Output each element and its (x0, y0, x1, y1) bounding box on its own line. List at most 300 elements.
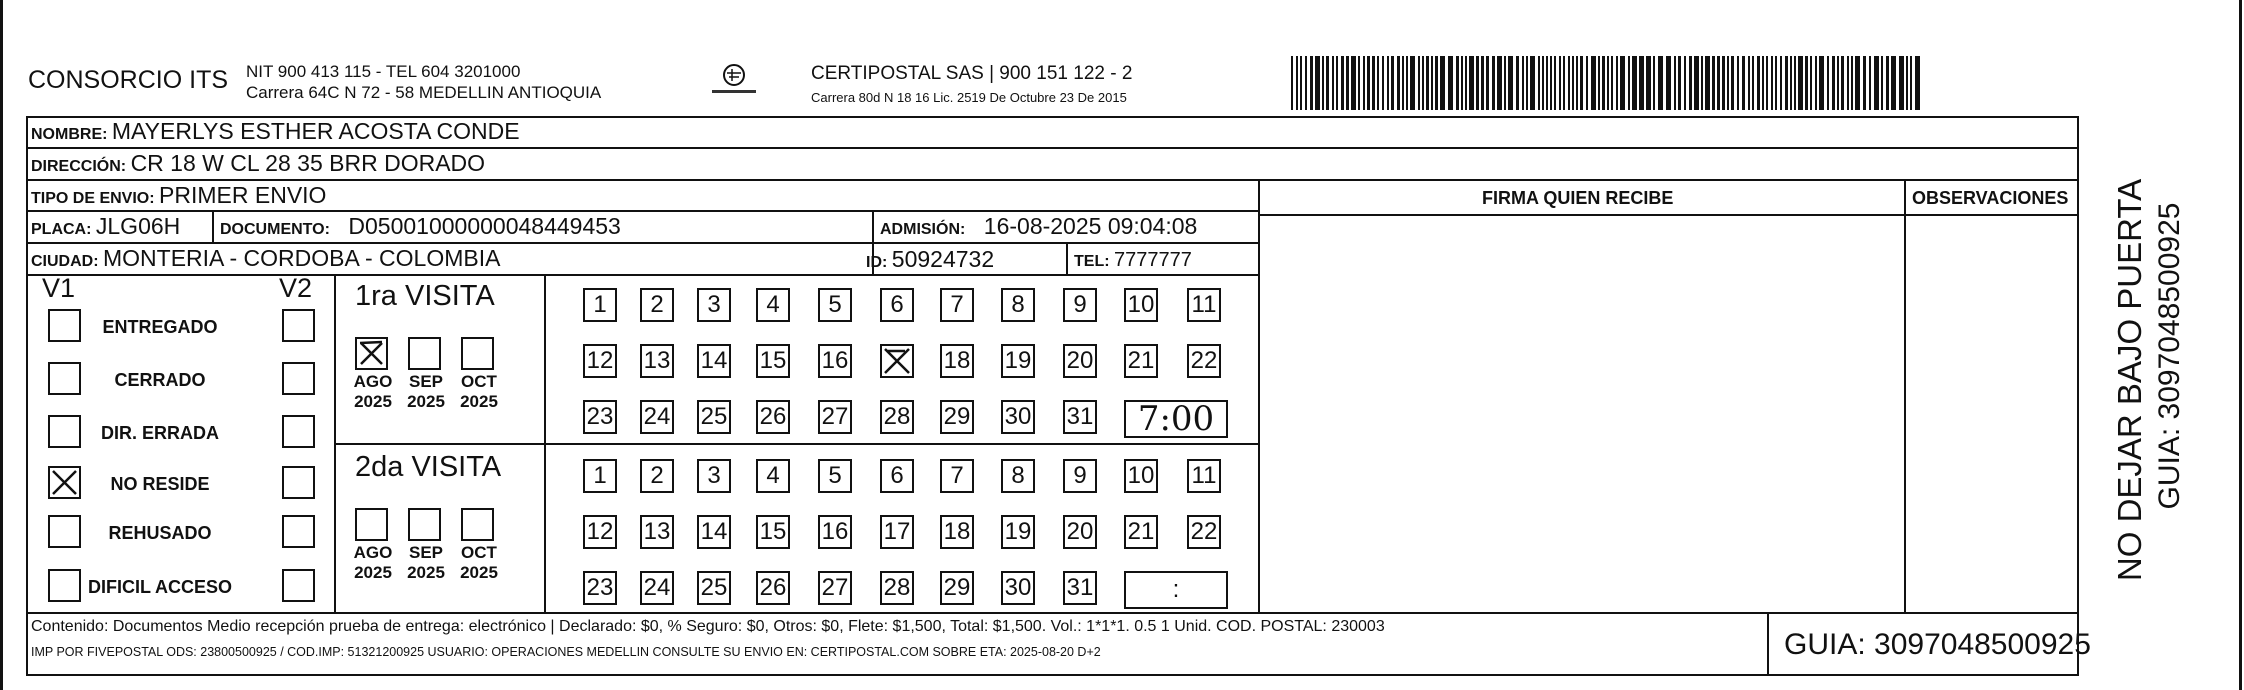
status-option-label: CERRADO (114, 370, 206, 390)
barcode-bar (1658, 56, 1663, 110)
day-number: 20 (1066, 347, 1094, 374)
day-cell[interactable] (1124, 515, 1158, 549)
barcode-bar (1315, 56, 1320, 110)
barcode-bar (1351, 56, 1356, 110)
day-cell[interactable] (583, 288, 617, 322)
barcode-bar (1810, 56, 1812, 110)
day-number: 7 (950, 462, 964, 489)
day-number: 14 (700, 347, 728, 374)
day-cell[interactable] (818, 288, 852, 322)
direccion-label: DIRECCIÓN: (31, 158, 127, 175)
day-cell[interactable] (640, 459, 674, 493)
barcode-bar (1742, 56, 1745, 110)
day-cell[interactable] (756, 288, 790, 322)
day-cell[interactable] (940, 459, 974, 493)
day-number: 11 (1191, 291, 1217, 318)
day-cell[interactable] (1001, 400, 1035, 434)
barcode-bar (1382, 56, 1384, 110)
barcode-bar (1712, 56, 1715, 110)
side-warning: NO DEJAR BAJO PUERTA (2111, 178, 2148, 582)
day-number: 26 (759, 403, 787, 430)
barcode-bar (1367, 56, 1370, 110)
month-name: AGO (353, 543, 393, 562)
month-checkbox[interactable] (408, 508, 441, 541)
barcode-bar (1296, 56, 1298, 110)
barcode-bar (1341, 56, 1344, 110)
day-cell[interactable] (1187, 515, 1221, 549)
footer-imp: IMP POR FIVEPOSTAL ODS: 23800500925 / COD.IMP: 51321200925 USUARIO: OPERACIONES MEDELLIN CONSULTE SU ENVIO EN: CERTIPOSTAL.COM SOBRE ETA: 2025-08-20 D+2 (31, 645, 1101, 659)
day-number: 27 (821, 403, 849, 430)
day-number: 4 (766, 462, 780, 489)
barcode-bar (1607, 56, 1609, 110)
day-cell[interactable] (1001, 515, 1035, 549)
day-number: 23 (586, 403, 614, 430)
barcode-bar (1678, 56, 1681, 110)
visit-title: 1ra VISITA (355, 280, 495, 312)
month-label (352, 372, 394, 412)
id-field (866, 246, 994, 273)
day-cell[interactable] (697, 288, 731, 322)
day-cell[interactable] (640, 515, 674, 549)
barcode-bar (1486, 56, 1489, 110)
barcode-bar (1448, 56, 1453, 110)
day-cell[interactable] (756, 400, 790, 434)
barcode-bar (1336, 56, 1338, 110)
month-checkbox[interactable] (355, 337, 388, 370)
placa-divider (212, 212, 214, 242)
barcode-bar (1559, 56, 1561, 110)
barcode-bar (1628, 56, 1630, 110)
barcode-bar (1431, 56, 1433, 110)
barcode-bar (1426, 56, 1429, 110)
day-number: 28 (883, 574, 911, 601)
id-value: 50924732 (891, 246, 995, 272)
day-cell[interactable] (818, 571, 852, 605)
day-number: 4 (766, 291, 780, 318)
day-cell[interactable] (940, 288, 974, 322)
day-number: 22 (1190, 518, 1218, 545)
day-cell[interactable] (880, 515, 914, 549)
day-number: 18 (943, 347, 971, 374)
barcode-bar (1522, 56, 1524, 110)
barcode-bar (1855, 56, 1860, 110)
barcode-bar (1722, 56, 1725, 110)
barcode-bar (1874, 56, 1879, 110)
day-number: 10 (1127, 462, 1155, 489)
barcode-bar (1550, 56, 1552, 110)
day-number: 24 (643, 403, 671, 430)
row-divider (26, 274, 1260, 276)
x-mark-icon (882, 346, 912, 376)
month-name: SEP (408, 543, 444, 562)
day-cell[interactable] (880, 400, 914, 434)
month-year: 2025 (407, 392, 445, 411)
day-number: 11 (1191, 462, 1217, 489)
day-number: 19 (1004, 347, 1032, 374)
barcode-bar (1372, 56, 1375, 110)
documento-field (220, 213, 621, 240)
barcode-bar (1780, 56, 1782, 110)
v2-checkbox[interactable] (282, 569, 315, 602)
barcode-bar (1752, 56, 1754, 110)
day-number: 25 (700, 403, 728, 430)
day-number: 9 (1073, 291, 1087, 318)
day-number: 28 (883, 403, 911, 430)
documento-value: D05001000000048449453 (348, 213, 621, 239)
barcode-bar (1775, 56, 1777, 110)
day-number: 29 (943, 574, 971, 601)
barcode-bar (1591, 56, 1596, 110)
barcode-bar (1837, 56, 1839, 110)
nombre-label: NOMBRE: (31, 126, 108, 143)
barcode-bar (1586, 56, 1588, 110)
day-cell[interactable] (697, 571, 731, 605)
barcode-bar (1832, 56, 1835, 110)
month-label (405, 372, 447, 412)
barcode-bar (1576, 56, 1578, 110)
certipostal-logo-icon (706, 62, 762, 98)
month-name: AGO (353, 372, 393, 391)
tipo-envio-label: TIPO DE ENVIO: (31, 190, 155, 207)
day-cell[interactable] (697, 344, 731, 378)
day-cell[interactable] (1124, 288, 1158, 322)
barcode-bar (1891, 56, 1896, 110)
day-number: 10 (1127, 291, 1155, 318)
barcode-bar (1546, 56, 1548, 110)
month-label (458, 543, 500, 583)
direccion-value: CR 18 W CL 28 35 BRR DORADO (130, 150, 486, 176)
day-cell[interactable] (1001, 571, 1035, 605)
certipostal-logo (706, 62, 762, 98)
nombre-row (31, 118, 520, 145)
barcode-bar (1538, 56, 1540, 110)
day-cell[interactable] (1187, 288, 1221, 322)
barcode-bar (1827, 56, 1829, 110)
barcode-image (1291, 56, 1927, 110)
barcode-bar (1653, 56, 1655, 110)
barcode-bar (1346, 56, 1349, 110)
day-number: 8 (1011, 462, 1025, 489)
v2-checkbox[interactable] (282, 415, 315, 448)
barcode-bar (1701, 56, 1703, 110)
month-name: OCT (461, 372, 497, 391)
barcode-bar (1440, 56, 1445, 110)
barcode-bar (1731, 56, 1734, 110)
day-cell[interactable] (1063, 344, 1097, 378)
day-cell[interactable] (697, 515, 731, 549)
barcode-bar (1639, 56, 1644, 110)
day-number: 1 (593, 462, 607, 489)
day-number: 30 (1004, 403, 1032, 430)
day-cell[interactable] (940, 515, 974, 549)
barcode-bar (1805, 56, 1808, 110)
day-cell[interactable] (1187, 344, 1221, 378)
day-number: 22 (1190, 347, 1218, 374)
day-cell[interactable] (940, 344, 974, 378)
barcode-bar (1322, 56, 1324, 110)
day-number: 5 (828, 462, 842, 489)
day-number: 6 (890, 462, 904, 489)
time-value: : (1172, 576, 1180, 603)
barcode-bar (1418, 56, 1420, 110)
day-cell[interactable] (1001, 459, 1035, 493)
month-year: 2025 (354, 392, 392, 411)
barcode-bar (1757, 56, 1760, 110)
carrier-address: Carrera 80d N 18 16 Lic. 2519 De Octubre 23 De 2015 (811, 90, 1127, 105)
barcode-bar (1766, 56, 1768, 110)
day-cell[interactable] (756, 515, 790, 549)
day-cell[interactable] (1124, 344, 1158, 378)
day-cell[interactable] (880, 344, 914, 378)
company-address: Carrera 64C N 72 - 58 MEDELLIN ANTIOQUIA (246, 83, 602, 102)
observaciones-label: OBSERVACIONES (1912, 188, 2069, 208)
barcode-bar (1632, 56, 1637, 110)
day-number: 21 (1127, 518, 1155, 545)
company-nit: NIT 900 413 115 - TEL 604 3201000 (246, 62, 521, 81)
day-cell[interactable] (1063, 459, 1097, 493)
observaciones-column-left (1904, 179, 1906, 612)
barcode-bar (1771, 56, 1773, 110)
day-cell[interactable] (583, 515, 617, 549)
barcode-bar (1737, 56, 1739, 110)
barcode-bar (1915, 56, 1920, 110)
row-divider (26, 147, 2079, 149)
day-cell[interactable] (1001, 288, 1035, 322)
barcode-bar (1666, 56, 1671, 110)
day-number: 2 (650, 291, 664, 318)
admision-value: 16-08-2025 09:04:08 (983, 213, 1198, 239)
day-cell[interactable] (1001, 344, 1035, 378)
barcode-bar (1291, 56, 1293, 110)
day-cell[interactable] (756, 344, 790, 378)
tipo-envio-row (31, 182, 326, 209)
barcode-bar (1508, 56, 1513, 110)
barcode-bar (1358, 56, 1360, 110)
day-number: 7 (950, 291, 964, 318)
barcode-bar (1684, 56, 1686, 110)
day-cell[interactable] (756, 459, 790, 493)
barcode-bar (1554, 56, 1556, 110)
barcode-bar (1542, 56, 1544, 110)
day-cell[interactable] (583, 400, 617, 434)
row-divider (26, 612, 2079, 614)
day-number: 31 (1066, 403, 1094, 430)
barcode-bar (1563, 56, 1565, 110)
day-number: 29 (943, 403, 971, 430)
barcode-bar (1406, 56, 1408, 110)
day-cell[interactable] (697, 459, 731, 493)
page-right-edge (2239, 0, 2242, 690)
month-year: 2025 (354, 563, 392, 582)
barcode-bar (1580, 56, 1583, 110)
barcode-bar (1305, 56, 1307, 110)
time-value: 7:00 (1137, 399, 1215, 439)
time-field[interactable] (1124, 571, 1228, 609)
footer-contenido: Contenido: Documentos Medio recepción prueba de entrega: electrónico | Declarado: $0, % Seguro: $0, Otros: $0, Flete: $1,500, Total: $1,500. Vol.: 1*1*1. 0.5 1 Unid. COD. POSTAL: 230003 (31, 618, 1385, 635)
day-cell[interactable] (640, 344, 674, 378)
signature-column-left (1258, 179, 1260, 612)
barcode-bar (1363, 56, 1365, 110)
v2-checkbox[interactable] (282, 515, 315, 548)
barcode-bar (1568, 56, 1570, 110)
barcode-bar (1465, 56, 1467, 110)
day-number: 18 (943, 518, 971, 545)
day-number: 6 (890, 291, 904, 318)
day-number: 23 (586, 574, 614, 601)
barcode-bar (1387, 56, 1389, 110)
day-cell[interactable] (640, 571, 674, 605)
barcode-bar (1899, 56, 1904, 110)
firma-label: FIRMA QUIEN RECIBE (1482, 188, 1674, 208)
day-number: 12 (586, 347, 614, 374)
barcode-bar (1694, 56, 1699, 110)
barcode-bar (1748, 56, 1750, 110)
day-cell[interactable] (818, 459, 852, 493)
v2-checkbox[interactable] (282, 466, 315, 499)
barcode-bar (1422, 56, 1424, 110)
day-cell[interactable] (940, 571, 974, 605)
day-cell[interactable] (1187, 459, 1221, 493)
day-number: 25 (700, 574, 728, 601)
day-cell[interactable] (697, 400, 731, 434)
barcode-bar (1456, 56, 1459, 110)
day-number: 21 (1127, 347, 1155, 374)
status-option-label: DIR. ERRADA (100, 423, 219, 443)
day-cell[interactable] (880, 459, 914, 493)
ciudad-field (31, 245, 500, 272)
status-option-label: REHUSADO (108, 523, 212, 543)
placa-value: JLG06H (95, 213, 181, 239)
day-number: 19 (1004, 518, 1032, 545)
month-name: OCT (461, 543, 497, 562)
ciudad-label: CIUDAD: (31, 253, 99, 270)
barcode-bar (1646, 56, 1651, 110)
barcode-bar (1492, 56, 1495, 110)
row-divider (26, 242, 1260, 244)
barcode-bar (1598, 56, 1600, 110)
side-guia: GUIA: 3097048500925 (2153, 202, 2186, 510)
day-cell[interactable] (818, 400, 852, 434)
day-cell[interactable] (583, 459, 617, 493)
month-label (352, 543, 394, 583)
direccion-row (31, 150, 485, 177)
day-number: 30 (1004, 574, 1032, 601)
day-cell[interactable] (880, 288, 914, 322)
barcode-bar (1785, 56, 1788, 110)
barcode-bar (1476, 56, 1479, 110)
barcode-bar (1397, 56, 1400, 110)
v2-checkbox[interactable] (282, 309, 315, 342)
barcode-bar (1616, 56, 1618, 110)
barcode-bar (1572, 56, 1574, 110)
documento-label: DOCUMENTO: (220, 221, 330, 238)
day-cell[interactable] (1063, 288, 1097, 322)
v1-label: V1 (42, 273, 76, 303)
v2-checkbox[interactable] (282, 362, 315, 395)
day-number: 3 (707, 462, 721, 489)
barcode-bar (1481, 56, 1484, 110)
x-mark-icon (357, 339, 386, 368)
barcode-bar (1410, 56, 1415, 110)
tipo-envio-value: PRIMER ENVIO (159, 182, 327, 208)
day-cell[interactable] (1124, 459, 1158, 493)
status-option-label: NO RESIDE (110, 474, 210, 494)
signature-header-divider (1258, 214, 2079, 216)
ciudad-value: MONTERIA - CORDOBA - COLOMBIA (103, 245, 501, 271)
time-field[interactable] (1124, 400, 1228, 438)
day-number: 16 (821, 518, 849, 545)
day-number: 24 (643, 574, 671, 601)
nombre-value: MAYERLYS ESTHER ACOSTA CONDE (111, 118, 520, 144)
month-name: SEP (408, 372, 444, 391)
month-label (405, 543, 447, 583)
month-checkbox[interactable] (408, 337, 441, 370)
day-number: 17 (883, 518, 911, 545)
day-cell[interactable] (1063, 571, 1097, 605)
barcode-bar (1516, 56, 1519, 110)
day-cell[interactable] (940, 400, 974, 434)
barcode-bar (1391, 56, 1394, 110)
month-year: 2025 (407, 563, 445, 582)
barcode-bar (1906, 56, 1908, 110)
day-cell[interactable] (583, 344, 617, 378)
barcode-bar (1727, 56, 1729, 110)
tel-divider (1066, 244, 1068, 274)
barcode (1291, 56, 1927, 110)
day-cell[interactable] (640, 288, 674, 322)
status-option-label: ENTREGADO (102, 317, 218, 337)
barcode-bar (1762, 56, 1764, 110)
company-name: CONSORCIO ITS (28, 66, 229, 94)
barcode-bar (1602, 56, 1605, 110)
barcode-bar (1790, 56, 1792, 110)
day-cell[interactable] (756, 571, 790, 605)
day-number: 13 (643, 518, 671, 545)
barcode-bar (1620, 56, 1625, 110)
barcode-bar (1886, 56, 1889, 110)
barcode-bar (1526, 56, 1528, 110)
day-cell[interactable] (1063, 400, 1097, 434)
day-number: 14 (700, 518, 728, 545)
month-label (458, 372, 500, 412)
day-cell[interactable] (583, 571, 617, 605)
day-cell[interactable] (1063, 515, 1097, 549)
barcode-bar (1497, 56, 1502, 110)
footer-guia-divider (1767, 612, 1769, 676)
month-year: 2025 (460, 563, 498, 582)
day-cell[interactable] (880, 571, 914, 605)
barcode-bar (1815, 56, 1817, 110)
day-number: 16 (821, 347, 849, 374)
barcode-bar (1689, 56, 1692, 110)
barcode-bar (1332, 56, 1334, 110)
month-checkbox[interactable] (461, 508, 494, 541)
barcode-bar (1798, 56, 1803, 110)
day-number: 20 (1066, 518, 1094, 545)
barcode-bar (1402, 56, 1404, 110)
day-cell[interactable] (818, 515, 852, 549)
day-cell[interactable] (818, 344, 852, 378)
month-checkbox[interactable] (461, 337, 494, 370)
month-year: 2025 (460, 392, 498, 411)
barcode-bar (1847, 56, 1849, 110)
day-cell[interactable] (640, 400, 674, 434)
day-number: 8 (1011, 291, 1025, 318)
barcode-bar (1705, 56, 1710, 110)
barcode-bar (1851, 56, 1853, 110)
month-checkbox[interactable] (355, 508, 388, 541)
barcode-bar (1717, 56, 1720, 110)
